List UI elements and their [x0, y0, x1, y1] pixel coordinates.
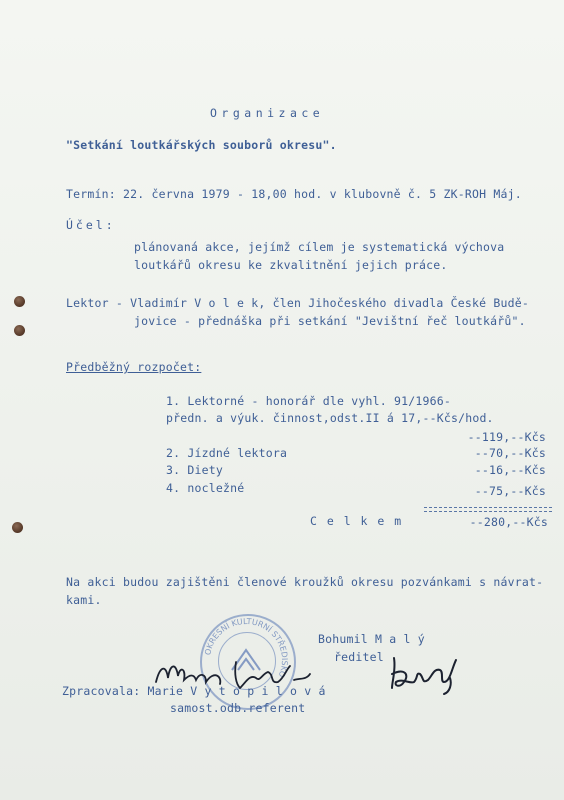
prepared-title: samost.odb.referent [170, 701, 306, 715]
purpose-line: plánovaná akce, jejímž cílem je systematická výchova [134, 240, 505, 254]
budget-item-label: 1. Lektorné - honorář dle vyhl. 91/1966- [166, 394, 451, 408]
prepared-by: Zpracovala: Marie V y t o p i l o v á [62, 684, 326, 698]
budget-item-amount: --16,--Kčs [474, 463, 546, 477]
director-signature-icon [380, 648, 470, 698]
budget-item-amount: --119,--Kčs [467, 430, 546, 444]
budget-item-label: předn. a výuk. činnost,odst.II á 17,--Kčs/hod. [166, 411, 494, 425]
total-rule [424, 511, 552, 512]
director-name: Bohumil M a l ý [318, 632, 425, 646]
purpose-line: loutkářů okresu ke zkvalitnění jejich práce. [134, 258, 448, 272]
punch-hole [14, 296, 25, 307]
closing-text: Na akci budou zajištěni členové kroužků okresu pozvánkami s návrat- [66, 575, 544, 589]
punch-hole [14, 325, 25, 336]
closing-text: kami. [66, 593, 102, 607]
director-title: ředitel [334, 650, 384, 664]
lecturer-line: jovice - přednáška při setkání "Jevištní řeč loutkářů". [134, 314, 526, 328]
purpose-label: Účel: [66, 218, 116, 232]
event-date-line: Termín: 22. června 1979 - 18,00 hod. v klubovně č. 5 ZK-ROH Máj. [66, 187, 522, 201]
lecturer-line: Lektor - Vladimír V o l e k, člen Jihočeského divadla České Budě- [66, 296, 530, 310]
document-subtitle: "Setkání loutkářských souborů okresu". [66, 138, 337, 152]
total-label: C e l k e m [310, 514, 403, 528]
punch-hole [12, 522, 23, 533]
budget-item-amount: --75,--Kčs [474, 484, 546, 498]
budget-item-label: 3. Diety [166, 463, 223, 477]
budget-heading: Předběžný rozpočet: [66, 360, 202, 374]
total-amount: --280,--Kčs [469, 515, 548, 529]
budget-item-amount: --70,--Kčs [474, 446, 546, 460]
document-title: Organizace [210, 106, 325, 120]
budget-item-label: 2. Jízdné lektora [166, 446, 288, 460]
budget-item-label: 4. nocležné [166, 481, 245, 495]
stamp-text: OKRESNÍ KULTURNÍ STŘEDISKO [203, 616, 290, 679]
total-rule [424, 507, 552, 508]
